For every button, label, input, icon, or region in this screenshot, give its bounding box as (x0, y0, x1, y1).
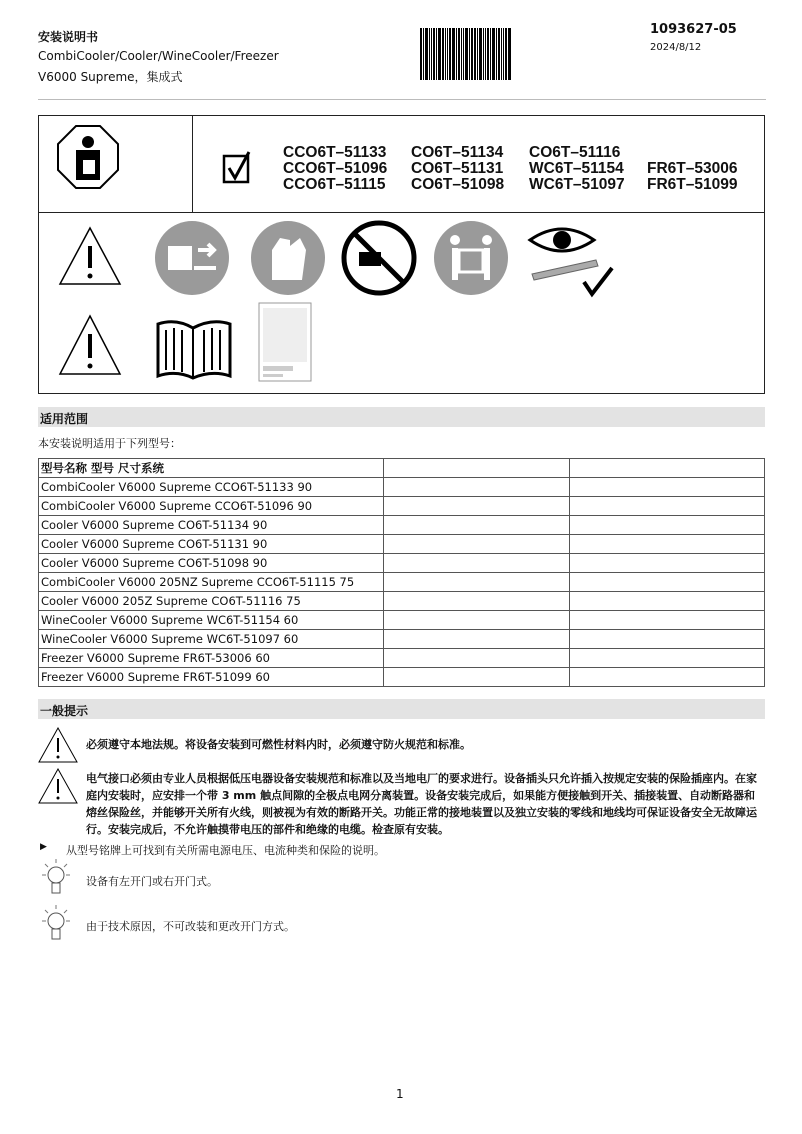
model-cell: WineCooler V6000 Supreme WC6T-51154 60 (39, 611, 384, 630)
empty-cell (383, 668, 570, 687)
empty-cell (570, 459, 765, 478)
model-code: CCO6T–51133 (283, 144, 387, 161)
lightbulb-tip-icon (38, 903, 74, 945)
read-manual-icon (154, 316, 234, 380)
no-cutting-plug-icon (341, 220, 417, 296)
warning-icon (58, 226, 122, 286)
table-row (39, 592, 765, 611)
table-row (39, 573, 765, 592)
model-code: WC6T–51154 (529, 160, 624, 177)
page-number: 1 (396, 1087, 404, 1101)
warning-icon (58, 314, 122, 376)
model-code (647, 145, 747, 161)
model-code: CO6T–51134 (411, 144, 504, 161)
bullet-arrow-icon: ▶ (40, 842, 47, 852)
table-row (39, 649, 765, 668)
warning-text: 电气接口必须由专业人员根据低压电器设备安装规范和标准以及当地电厂的要求进行。设备插头只允许插入按规定安装的保险插座内。在家庭内安装时，应安排一个带 3 mm 触点间隙的全极点电网分离装置。设备安装完成后，如果能方便接触到开关、插接装置、自动断路器和熔丝保险丝，并能够开关所有火线，则被视为有效的断路开关。功能正常的接地装置以及独立安装的零线和地线均可保证设备安全无故障运行。安装完成后，不允许触摸带电压的部件和绝缘的电缆。检查原有安装。 (86, 772, 757, 836)
empty-cell (570, 535, 765, 554)
box-divider (192, 115, 193, 213)
empty-cell (383, 611, 570, 630)
model-code: FR6T–51099 (647, 176, 738, 193)
model-cell: Cooler V6000 Supreme CO6T-51134 90 (39, 516, 384, 535)
box-divider (38, 212, 765, 213)
bullet-text: 从型号铭牌上可找到有关所需电源电压、电流种类和保险的说明。 (66, 844, 385, 857)
tip-text: 设备有左开门或右开门式。 (86, 875, 218, 888)
gloves-icon (250, 220, 326, 296)
doc-title: 安装说明书 (38, 30, 99, 44)
table-row (39, 478, 765, 497)
model-cell: Cooler V6000 Supreme CO6T-51131 90 (39, 535, 384, 554)
model-cell: Freezer V6000 Supreme FR6T-51099 60 (39, 668, 384, 687)
table-row (39, 535, 765, 554)
table-row (39, 516, 765, 535)
warning-text: 必须遵守本地法规。将设备安装到可燃性材料内时，必须遵守防火规范和标准。 (86, 738, 471, 751)
empty-cell (383, 535, 570, 554)
model-cell: CombiCooler V6000 Supreme CCO6T-51096 90 (39, 497, 384, 516)
scope-intro: 本安装说明适用于下列型号： (38, 437, 181, 450)
divider (38, 99, 766, 100)
table-row (39, 611, 765, 630)
empty-cell (383, 630, 570, 649)
doc-subtitle-2: V6000 Supreme，集成式 (38, 70, 183, 84)
lightbulb-tip-icon (38, 857, 74, 899)
empty-cell (383, 478, 570, 497)
model-cell: Cooler V6000 205Z Supreme CO6T-51116 75 (39, 592, 384, 611)
empty-cell (383, 649, 570, 668)
model-cell: WineCooler V6000 Supreme WC6T-51097 60 (39, 630, 384, 649)
model-cell: Cooler V6000 Supreme CO6T-51098 90 (39, 554, 384, 573)
table-row (39, 554, 765, 573)
empty-cell (570, 611, 765, 630)
empty-cell (383, 459, 570, 478)
table-row (39, 668, 765, 687)
doc-subtitle: CombiCooler/Cooler/WineCooler/Freezer (38, 49, 279, 63)
barcode (420, 28, 516, 80)
checkbox-checked-icon (222, 150, 252, 184)
installer-icon (56, 124, 120, 190)
warning-icon (38, 727, 78, 763)
empty-cell (570, 649, 765, 668)
empty-cell (570, 668, 765, 687)
table-header-row (39, 459, 765, 478)
empty-cell (383, 554, 570, 573)
model-list (283, 145, 747, 193)
empty-cell (383, 516, 570, 535)
two-person-lift-icon (433, 220, 509, 296)
disconnect-power-icon (154, 220, 230, 296)
table-header: 型号名称 型号 尺寸系统 (39, 459, 384, 478)
empty-cell (570, 497, 765, 516)
tip-text: 由于技术原因，不可改装和更改开门方式。 (86, 920, 295, 933)
model-cell: CombiCooler V6000 Supreme CCO6T-51133 90 (39, 478, 384, 497)
model-code: CCO6T–51115 (283, 176, 386, 193)
warning-icon (38, 768, 78, 804)
model-cell: CombiCooler V6000 205NZ Supreme CCO6T-51115 75 (39, 573, 384, 592)
model-code: CO6T–51131 (411, 160, 504, 177)
empty-cell (383, 592, 570, 611)
model-code: FR6T–53006 (647, 160, 738, 177)
empty-cell (570, 630, 765, 649)
empty-cell (383, 573, 570, 592)
model-code: CO6T–51116 (529, 144, 621, 161)
section-heading-general: 一般提示 (38, 699, 765, 719)
section-heading-scope: 适用范围 (38, 407, 765, 427)
model-table (38, 458, 765, 687)
model-code: WC6T–51097 (529, 176, 625, 193)
empty-cell (570, 516, 765, 535)
empty-cell (570, 554, 765, 573)
model-cell: Freezer V6000 Supreme FR6T-53006 60 (39, 649, 384, 668)
empty-cell (383, 497, 570, 516)
level-check-icon (526, 222, 616, 302)
table-row (39, 497, 765, 516)
doc-number: 1093627-05 (650, 22, 737, 37)
doc-date: 2024/8/12 (650, 42, 702, 53)
table-row (39, 630, 765, 649)
document-thumbnail-icon (258, 302, 312, 382)
empty-cell (570, 478, 765, 497)
empty-cell (570, 573, 765, 592)
model-code: CO6T–51098 (411, 176, 505, 193)
model-code: CCO6T–51096 (283, 160, 388, 177)
empty-cell (570, 592, 765, 611)
